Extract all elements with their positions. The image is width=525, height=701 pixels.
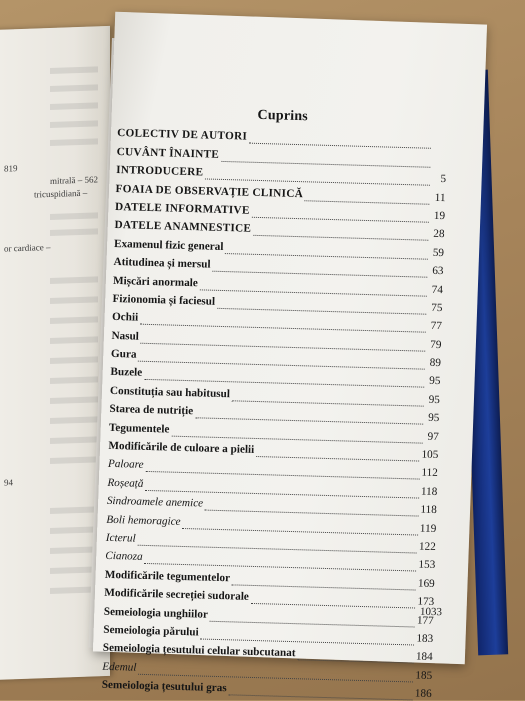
toc-entry-page: 118 bbox=[420, 504, 437, 517]
toc-entry-page: 95 bbox=[425, 412, 439, 425]
toc-entry-page: 75 bbox=[428, 302, 442, 315]
toc-entry-label: Ochii bbox=[112, 311, 138, 325]
toc-entry-page: 63 bbox=[429, 265, 443, 278]
toc-entry-page: 19 bbox=[431, 210, 445, 223]
toc-leader-dots bbox=[228, 685, 412, 700]
toc-entry-page: 112 bbox=[421, 467, 438, 480]
toc-entry-page: 119 bbox=[420, 522, 437, 535]
toc-entry-page: 153 bbox=[418, 559, 435, 572]
toc-entry-label: DATELE ANAMNESTICE bbox=[114, 219, 251, 236]
toc-entry-label: Starea de nutriție bbox=[109, 403, 193, 418]
toc-entry-label: Examenul fizic general bbox=[114, 238, 224, 254]
left-page-line: or cardiace – bbox=[4, 242, 50, 254]
toc-entry-page: 105 bbox=[421, 449, 438, 462]
toc-entry-page: 185 bbox=[415, 669, 432, 682]
toc-entry-page: 95 bbox=[426, 394, 440, 407]
toc-entry-label: CUVÂNT ÎNAINTE bbox=[116, 146, 219, 162]
toc-entry-page: 77 bbox=[428, 320, 442, 333]
toc-entry-label: Fizionomia și faciesul bbox=[112, 293, 215, 309]
toc-entry-page: 183 bbox=[416, 632, 433, 645]
toc-entry-page: 177 bbox=[417, 614, 434, 627]
toc-entry-label: Semeiologia țesutului gras bbox=[102, 679, 227, 695]
table-of-contents bbox=[102, 104, 448, 701]
toc-entry-page: 89 bbox=[427, 357, 441, 370]
left-page-line: tricuspidiană – bbox=[34, 188, 87, 200]
toc-entry-page: 97 bbox=[425, 430, 439, 443]
toc-entry-page: 173 bbox=[417, 596, 434, 609]
left-page-line: mitrală – 562 bbox=[50, 174, 98, 186]
toc-entry-label: Gura bbox=[111, 348, 137, 362]
toc-entry-label: Semeiologia părului bbox=[103, 624, 199, 640]
toc-entry-label: DATELE INFORMATIVE bbox=[115, 201, 250, 218]
toc-entry-label: Modificările de culoare a pielii bbox=[108, 440, 254, 457]
toc-entry-page: 79 bbox=[427, 338, 441, 351]
toc-entry-page: 184 bbox=[416, 651, 433, 664]
toc-entry-label: Modificările tegumentelor bbox=[105, 569, 231, 585]
toc-entry-label: Modificările secreției sudorale bbox=[104, 587, 249, 604]
toc-entry-label: Tegumentele bbox=[109, 422, 170, 437]
toc-entry-label: Roșeață bbox=[107, 477, 143, 491]
toc-entry-label: Edemul bbox=[102, 661, 137, 675]
toc-entry-page: 118 bbox=[421, 485, 438, 498]
toc-entry-label: Paloare bbox=[108, 458, 144, 472]
toc-entry-label: FOAIA DE OBSERVAȚIE CLINICĂ bbox=[115, 183, 303, 201]
toc-entry-page: 11 bbox=[431, 191, 445, 204]
toc-entry-page: 169 bbox=[418, 577, 435, 590]
toc-title: Cuprins bbox=[118, 104, 448, 129]
toc-entry-label: Nasul bbox=[111, 330, 139, 344]
toc-entry-page: 74 bbox=[429, 283, 443, 296]
toc-entry-label: Constituția sau habitusul bbox=[110, 385, 230, 401]
toc-entry-label: COLECTIV DE AUTORI bbox=[117, 127, 247, 144]
left-page-line: 94 bbox=[4, 477, 13, 487]
toc-entry-label: Icterul bbox=[106, 532, 136, 546]
toc-entry-page: 95 bbox=[426, 375, 440, 388]
toc-entry-label: Atitudinea și mersul bbox=[113, 256, 210, 272]
toc-entry-label: Cianoza bbox=[105, 550, 143, 564]
toc-entry-label: Sindroamele anemice bbox=[107, 495, 204, 511]
toc-entry-page: 28 bbox=[430, 228, 444, 241]
toc-entry-label: Semeiologia unghiilor bbox=[104, 605, 208, 621]
toc-entry-label: Buzele bbox=[110, 366, 142, 380]
toc-entry-page: 5 bbox=[432, 173, 446, 186]
page-number: 1033 bbox=[420, 606, 442, 619]
toc-entry-label: Boli hemoragice bbox=[106, 513, 181, 528]
toc-entry-page: 59 bbox=[430, 247, 444, 260]
toc-entry-label: INTRODUCERE bbox=[116, 164, 204, 179]
toc-entry-page: 122 bbox=[419, 541, 436, 554]
toc-entry-label: Semeiologia țesutului celular subcutanat bbox=[103, 642, 296, 660]
toc-entry-page: 186 bbox=[415, 688, 432, 701]
toc-entry-label: Mișcări anormale bbox=[113, 274, 198, 289]
left-page-line: 819 bbox=[4, 163, 18, 173]
